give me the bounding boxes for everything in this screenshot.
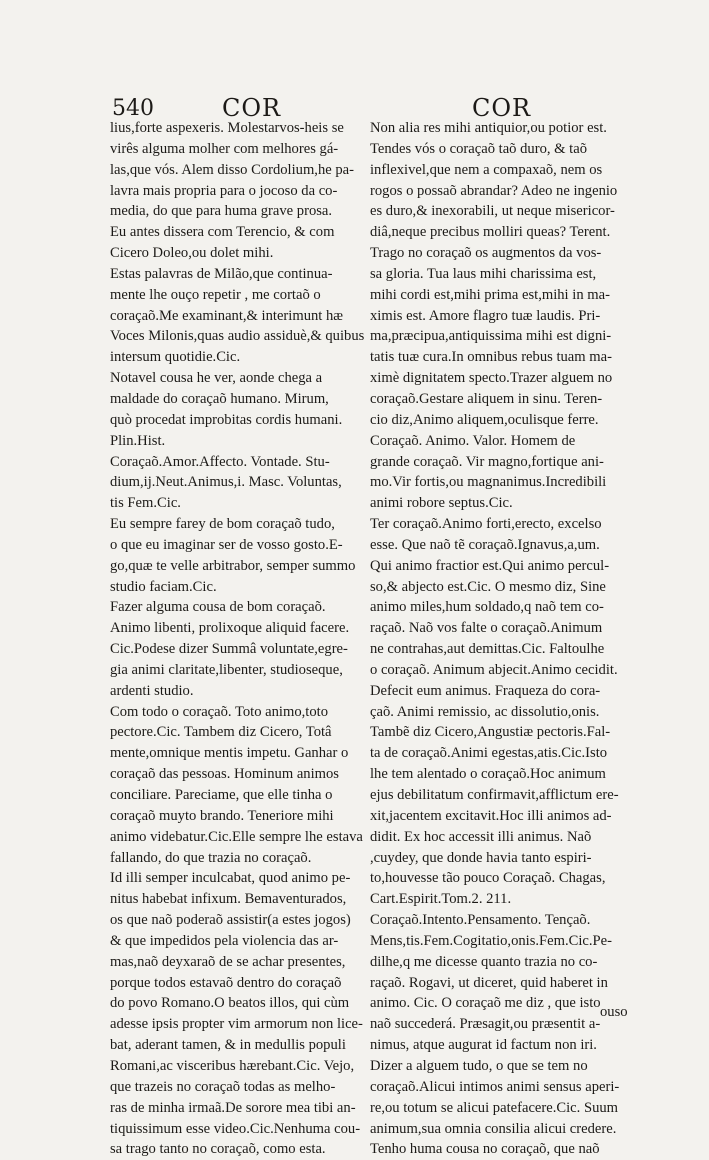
text-line: pectore.Cic. Tambem diz Cicero, Totâ bbox=[110, 724, 332, 741]
text-line: to,houvesse tão pouco Coraçaõ. Chagas, bbox=[370, 870, 606, 887]
text-line: so,& abjecto est.Cic. O mesmo diz, Sine bbox=[370, 578, 606, 595]
text-line: porque todos estavaõ dentro do coraçaõ bbox=[110, 974, 342, 991]
text-line: virês alguma molher com melhores gá- bbox=[110, 140, 339, 157]
text-line: ma,præcipua,antiquissima mihi est digni- bbox=[370, 328, 612, 345]
text-line: ta de coraçaõ.Animi egestas,atis.Cic.Isto bbox=[370, 745, 608, 762]
text-line: Tambẽ diz Cicero,Angustiæ pectoris.Fal- bbox=[370, 724, 611, 741]
text-line: las,que vós. Alem disso Cordolium,he pa- bbox=[110, 161, 355, 178]
text-line: tiquissimum esse video.Cic.Nenhuma cou- bbox=[110, 1120, 361, 1137]
text-line: do povo Romano.O beatos illos, qui cùm bbox=[110, 995, 350, 1012]
text-line: Coraçaõ.Intento.Pensamento. Tençaõ. bbox=[370, 912, 591, 929]
text-line: didit. Ex hoc accessit illi animus. Naõ bbox=[370, 828, 592, 845]
text-line: Com todo o coraçaõ. Toto animo,toto bbox=[110, 703, 328, 720]
text-line: media, do que para huma grave prosa. bbox=[110, 203, 333, 220]
text-line: gia animi claritate,libenter, studioseque, bbox=[110, 661, 343, 678]
text-line: diâ,neque precibus molliri queas? Terent. bbox=[370, 224, 611, 241]
text-line: quò procedat improbitas cordis humani. bbox=[110, 411, 343, 428]
text-line: os que naõ poderaõ assistir(a estes jogos) bbox=[110, 912, 351, 929]
text-line: conciliare. Pareciame, que elle tinha o bbox=[110, 787, 333, 803]
text-line: es duro,& inexorabili, ut neque misericor- bbox=[370, 203, 615, 220]
text-line: Id illi semper inculcabat, quod animo pe- bbox=[110, 870, 351, 887]
running-head-right: COR bbox=[472, 94, 532, 122]
text-line: bat, aderant tamen, & in medullis populi bbox=[110, 1037, 346, 1054]
text-line: dilhe,q me dicesse quanto trazia no co- bbox=[370, 953, 598, 970]
text-line: raçaõ. Rogavi, ut diceret, quid haberet in bbox=[370, 974, 608, 991]
text-line: Romani,ac visceribus hærebant.Cic. Vejo, bbox=[110, 1057, 355, 1074]
text-line: sa trago tanto no coraçaõ, como esta. bbox=[110, 1141, 326, 1158]
text-line: animo videbatur.Cic.Elle sempre lhe estava bbox=[110, 828, 363, 845]
text-line: fallando, do que trazia no coraçaõ. bbox=[110, 849, 312, 866]
text-line: o que eu imaginar ser de vosso gosto.E- bbox=[110, 536, 343, 553]
text-line: animum,sua omnia consilia alicui credere. bbox=[370, 1120, 617, 1137]
text-line: Eu sempre farey de bom coraçaõ tudo, bbox=[110, 516, 335, 533]
text-line: çaõ. Animi remissio, ac dissolutio,onis. bbox=[370, 703, 600, 720]
text-line: coraçaõ das pessoas. Hominum animos bbox=[110, 766, 339, 783]
text-line: Voces Milonis,quas audio assiduè,& quibus bbox=[110, 328, 365, 345]
text-line: maldade do coraçaõ humano. Mirum, bbox=[110, 390, 329, 407]
text-line: esse. Que naõ tẽ coraçaõ.Ignavus,a,um. bbox=[370, 536, 600, 553]
text-line: Non alia res mihi antiquior,ou potior est. bbox=[370, 120, 607, 136]
text-line: que trazeis no coraçaõ todas as melho- bbox=[110, 1078, 336, 1095]
text-line: adesse ipsis propter vim armorum non lice- bbox=[110, 1016, 363, 1033]
text-line: Tendes vós o coraçaõ taõ duro, & taõ bbox=[370, 140, 588, 157]
text-line: sa gloria. Tua laus mihi charissima est, bbox=[370, 265, 597, 282]
text-line: xit,jacentem excitavit.Hoc illi animos ad- bbox=[370, 807, 612, 824]
text-line: o coraçaõ. Animum abjecit.Animo cecidit. bbox=[370, 661, 618, 678]
text-line: Dizer a alguem tudo, o que se tem no bbox=[370, 1057, 588, 1074]
text-line: dium,ij.Neut.Animus,i. Masc. Voluntas, bbox=[110, 474, 342, 491]
page-number: 540 bbox=[112, 96, 154, 121]
text-line: Mens,tis.Fem.Cogitatio,onis.Fem.Cic.Pe- bbox=[370, 932, 613, 949]
text-line: tatis tuæ cura.In omnibus rebus tuam ma- bbox=[370, 349, 612, 366]
left-column bbox=[110, 118, 382, 1160]
text-line: grande coraçaõ. Vir magno,fortique ani- bbox=[370, 453, 604, 470]
text-line: animo. Cic. O coraçaõ me diz , que isto bbox=[370, 995, 601, 1012]
text-line: naõ succederá. Præsagit,ou præsentit a- bbox=[370, 1016, 601, 1033]
text-line: lavra mais propria para o jocoso da co- bbox=[110, 182, 338, 199]
running-head-left: COR bbox=[222, 94, 282, 122]
text-line: Cicero Doleo,ou dolet mihi. bbox=[110, 245, 274, 262]
text-line: cio diz,Animo aliquem,oculisque ferre. bbox=[370, 411, 599, 428]
text-line: Cart.Espirit.Tom.2. 211. bbox=[370, 891, 512, 908]
text-line: inflexivel,que nem a compaxaõ, nem os bbox=[370, 161, 603, 178]
text-line: tis Fem.Cic. bbox=[110, 495, 181, 512]
text-line: Estas palavras de Milão,que continua- bbox=[110, 265, 333, 282]
text-line: Cic.Podese dizer Summâ voluntate,egre- bbox=[110, 641, 348, 658]
text-line: lhe tem alentado o coraçaõ.Hoc animum bbox=[370, 766, 606, 783]
text-line: & que impedidos pela violencia das ar- bbox=[110, 932, 339, 949]
text-line: mente lhe ouço repetir , me cortaõ o bbox=[110, 286, 321, 303]
text-line: ne contrahas,aut demittas.Cic. Faltoulhe bbox=[370, 641, 605, 658]
text-line: coraçaõ.Me examinant,& interimunt hæ bbox=[110, 307, 344, 324]
text-line: mihi cordi est,mihi prima est,mihi in ma- bbox=[370, 286, 610, 303]
text-line: animi robore septus.Cic. bbox=[370, 495, 513, 512]
text-line: nitus habebat infixum. Bemaventurados, bbox=[110, 891, 347, 908]
text-line: go,quæ te velle arbitrabor, semper summo bbox=[110, 557, 356, 574]
text-line: Trago no coraçaõ os augmentos da vos- bbox=[370, 245, 602, 262]
text-line: Tenho huma cousa no coraçaõ, que naõ bbox=[370, 1141, 600, 1158]
text-line: coraçaõ muyto brando. Teneriore mihi bbox=[110, 807, 334, 824]
text-line: ximis est. Amore flagro tuæ laudis. Pri- bbox=[370, 307, 601, 324]
text-line: mo.Vir fortis,ou magnanimus.Incredibili bbox=[370, 474, 607, 491]
text-line: Fazer alguma cousa de bom coraçaõ. bbox=[110, 599, 326, 616]
text-line: Coraçaõ. Animo. Valor. Homem de bbox=[370, 432, 576, 449]
text-line: rogos o possaõ abrandar? Adeo ne ingenio bbox=[370, 182, 618, 199]
catchword: ouso bbox=[600, 1004, 628, 1020]
text-line: studio faciam.Cic. bbox=[110, 578, 217, 595]
text-line: Plin.Hist. bbox=[110, 432, 166, 449]
text-line: re,ou totum se alicui patefacere.Cic. Suum bbox=[370, 1099, 619, 1116]
text-line: nimus, atque augurat id factum non iri. bbox=[370, 1037, 597, 1054]
text-line: coraçaõ.Gestare aliquem in sinu. Teren- bbox=[370, 390, 603, 407]
text-line: Defecit eum animus. Fraqueza do cora- bbox=[370, 682, 601, 699]
text-line: ardenti studio. bbox=[110, 682, 194, 699]
text-line: raçaõ. Naõ vos falte o coraçaõ.Animum bbox=[370, 620, 603, 637]
text-line: Ter coraçaõ.Animo forti,erecto, excelso bbox=[370, 516, 602, 533]
text-line: Qui animo fractior est.Qui animo percul- bbox=[370, 557, 610, 574]
text-line: ,cuydey, que donde havia tanto espiri- bbox=[370, 849, 592, 866]
text-line: intersum quotidie.Cic. bbox=[110, 349, 241, 366]
text-line: Coraçaõ.Amor.Affecto. Vontade. Stu- bbox=[110, 453, 330, 470]
text-line: Eu antes dissera com Terencio, & com bbox=[110, 224, 335, 241]
text-line: animo miles,hum soldado,q naõ tem co- bbox=[370, 599, 604, 616]
text-line: coraçaõ.Alicui intimos animi sensus aperi- bbox=[370, 1078, 620, 1095]
text-line: Notavel cousa he ver, aonde chega a bbox=[110, 370, 323, 387]
text-line: ximè dignitatem specto.Trazer alguem no bbox=[370, 370, 613, 387]
text-line: mas,naõ deyxaraõ de se achar presentes, bbox=[110, 953, 346, 970]
text-line: mente,omnique mentis impetu. Ganhar o bbox=[110, 745, 349, 762]
text-line: ejus debilitatum confirmavit,afflictum ere- bbox=[370, 787, 619, 803]
text-line: lius,forte aspexeris. Molestarvos-heis se bbox=[110, 120, 344, 136]
text-line: Animo libenti, prolixoque aliquid facere. bbox=[110, 620, 350, 637]
text-line: ras de minha irmaã.De sorore mea tibi an- bbox=[110, 1099, 356, 1116]
